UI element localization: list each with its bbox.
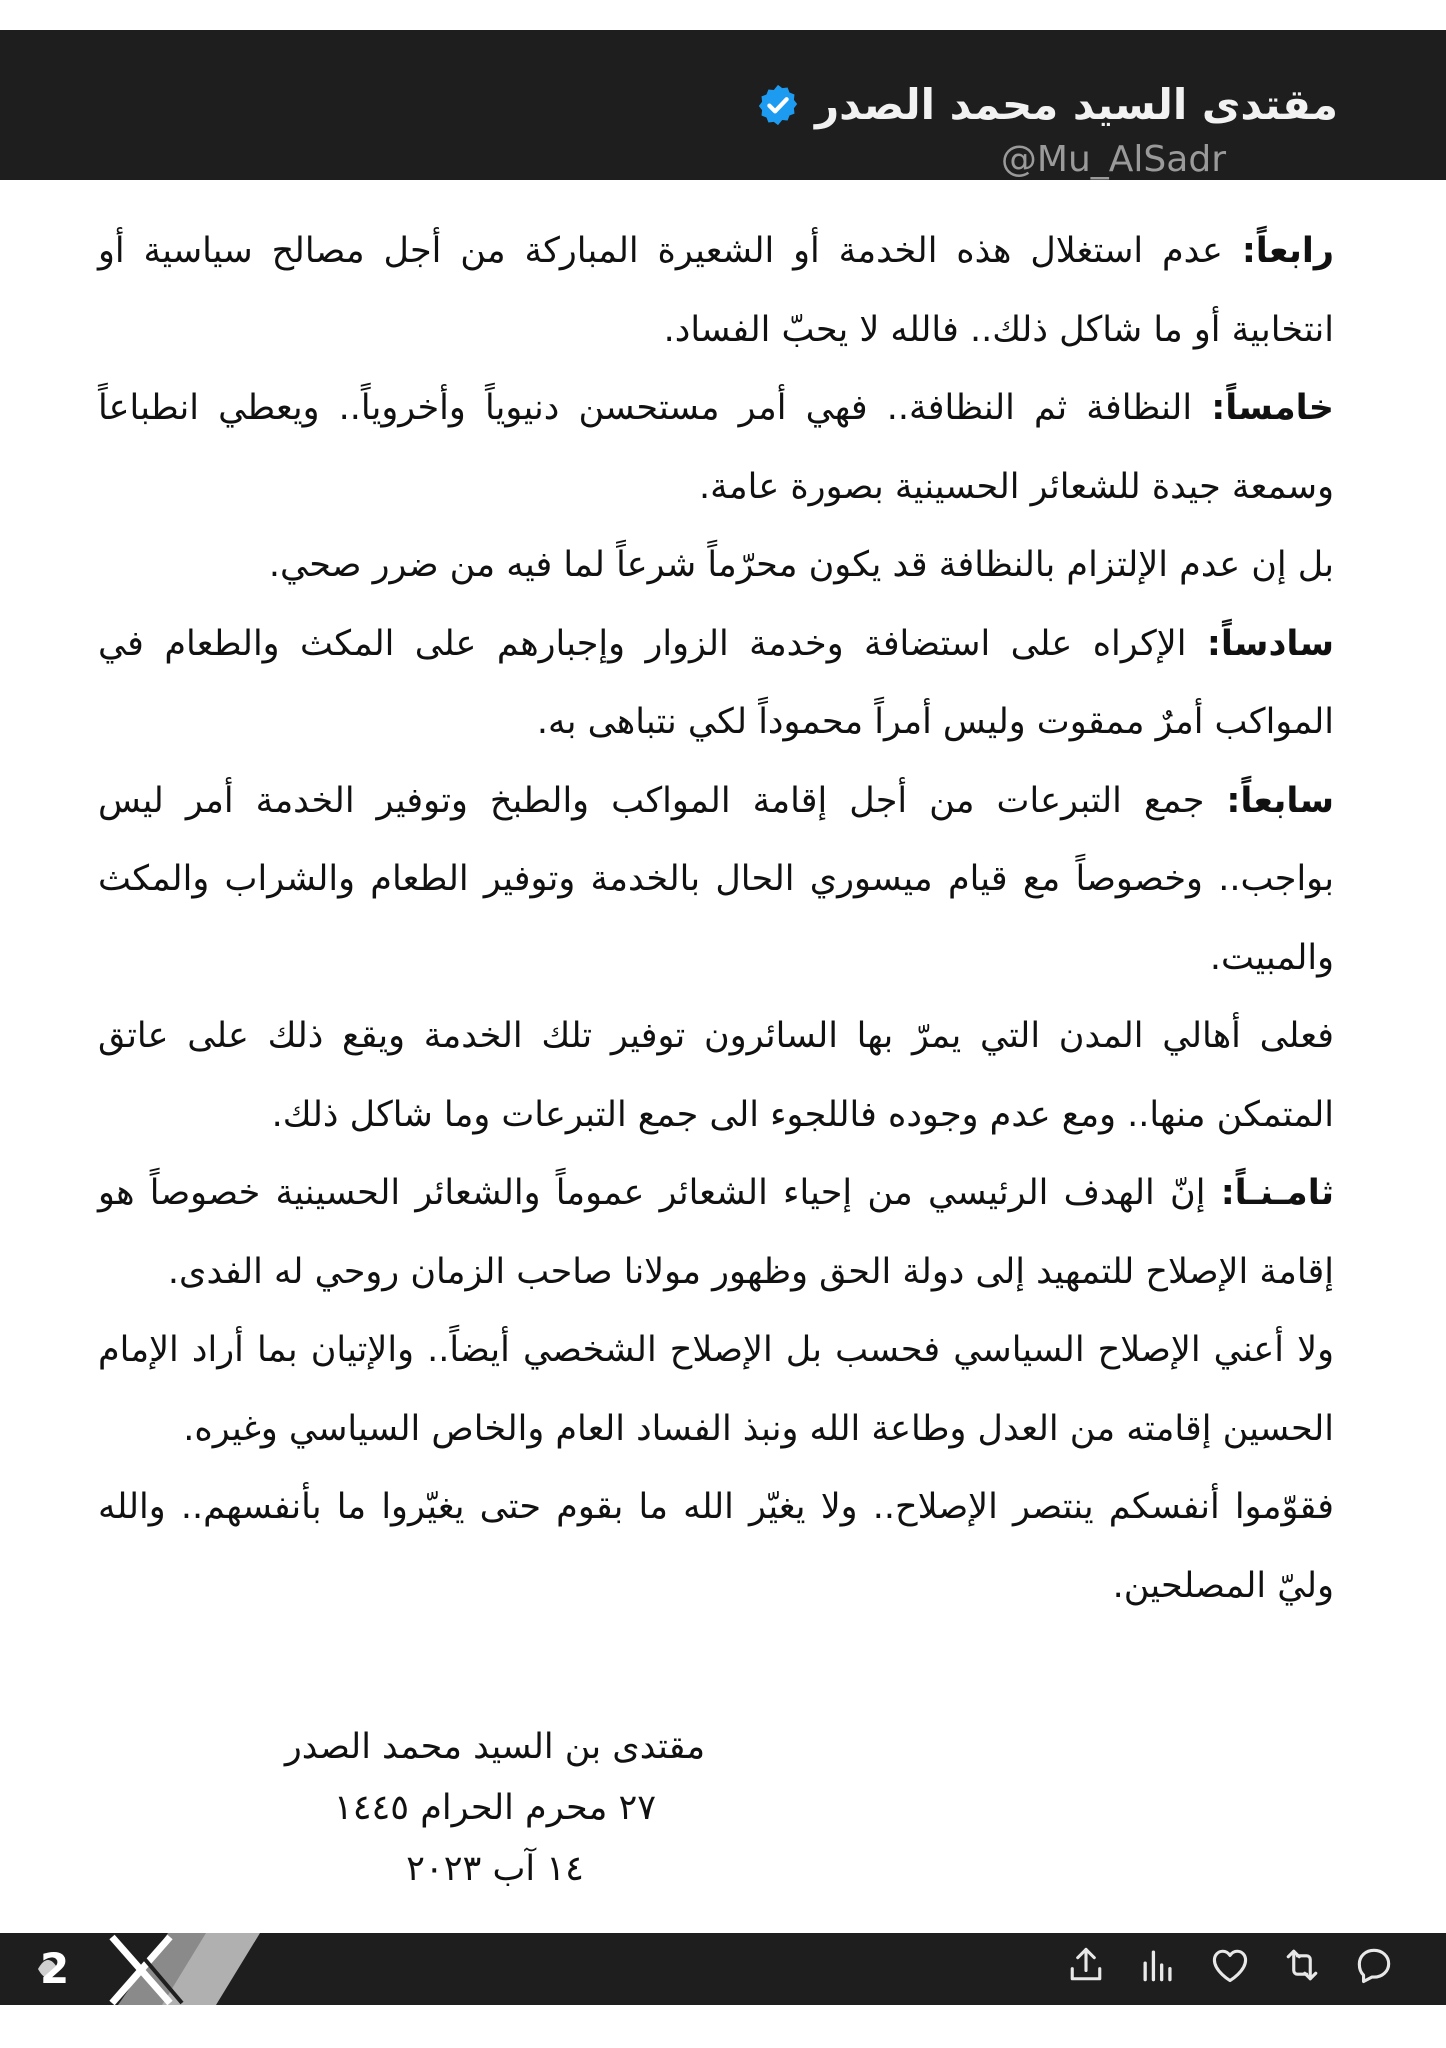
paragraph-text: الإكراه على استضافة وخدمة الزوار وإجبارهم على المكث والطعام في المواكب أمرٌ ممقوت وليس أمراً محموداً لكي نتباهى به. xyxy=(98,623,1334,742)
paragraph-label: سادساً: xyxy=(1206,623,1334,664)
like-icon[interactable] xyxy=(1208,1943,1252,1987)
paragraph-label: رابعاً: xyxy=(1241,231,1334,271)
author-row[interactable] xyxy=(755,82,1338,128)
hijri-date: ٢٧ محرم الحرام ١٤٤٥ xyxy=(333,1788,657,1828)
paragraph-reform xyxy=(98,1311,1334,1468)
paragraph-text: جمع التبرعات من أجل إقامة المواكب والطبخ وتوفير الخدمة أمر ليس بواجب.. وخصوصاً مع قيام ميسوري الحال بالخدمة وتوفير الطعام والشراب والمكث والمبيت. xyxy=(98,780,1334,978)
paragraph-label: خامساً: xyxy=(1211,388,1334,428)
paragraph-fifth xyxy=(98,369,1334,526)
paragraph-sixth xyxy=(98,605,1334,762)
paragraph-text: إنّ الهدف الرئيسي من إحياء الشعائر عموماً والشعائر الحسينية خصوصاً هو إقامة الإصلاح للتمهيد إلى دولة الحق وظهور مولانا صاحب الزمان روحي له الفدى. xyxy=(98,1173,1334,1292)
tweet-header xyxy=(0,30,1446,180)
gregorian-date: ١٤ آب ٢٠٢٣ xyxy=(406,1849,584,1889)
reply-icon[interactable] xyxy=(1352,1943,1396,1987)
tweet-footer xyxy=(0,1933,1446,2005)
views-icon[interactable] xyxy=(1136,1943,1180,1987)
paragraph-text: فقوّموا أنفسكم ينتصر الإصلاح.. ولا يغيّر الله ما بقوم حتى يغيّروا ما بأنفسهم.. والله وليّ المصلحين. xyxy=(98,1487,1334,1606)
paragraph-closing xyxy=(98,1468,1334,1625)
paragraph-text: ولا أعني الإصلاح السياسي فحسب بل الإصلاح الشخصي أيضاً.. والإتيان بما أراد الإمام الحسين إقامته من العدل وطاعة الله ونبذ الفساد العام والخاص السياسي وغيره. xyxy=(98,1330,1334,1449)
verified-badge-icon xyxy=(755,82,801,128)
paragraph-text: النظافة ثم النظافة.. فهي أمر مستحسن دنيوياً وأخروياً.. ويعطي انطباعاً وسمعة جيدة للشعائر الحسينية بصورة عامة. xyxy=(98,388,1334,507)
retweet-icon[interactable] xyxy=(1280,1943,1324,1987)
paragraph-fourth xyxy=(98,212,1334,369)
paragraph-city-residents xyxy=(98,997,1334,1154)
paragraph-label: ثامـنـاً: xyxy=(1220,1173,1334,1213)
signature-block xyxy=(260,1717,730,1900)
paragraph-seventh xyxy=(98,762,1334,998)
paragraph-text: فعلى أهالي المدن التي يمرّ بها السائرون توفير تلك الخدمة ويقع ذلك على عاتق المتمكن منها.. ومع عدم وجوده فاللجوء الى جمع التبرعات وما شاكل ذلك. xyxy=(98,1016,1334,1135)
paragraph-text: عدم استغلال هذه الخدمة أو الشعيرة المباركة من أجل مصالح سياسية أو انتخابية أو ما شاكل ذلك.. فالله لا يحبّ الفساد. xyxy=(98,231,1334,350)
share-icon[interactable] xyxy=(1064,1943,1108,1987)
signature-name: مقتدى بن السيد محمد الصدر xyxy=(284,1727,706,1767)
paragraph-label: سابعاً: xyxy=(1226,780,1334,821)
page-number: 2 xyxy=(40,1944,70,1993)
author-handle[interactable]: @Mu_AlSadr xyxy=(1000,139,1226,180)
paragraph-eighth xyxy=(98,1154,1334,1311)
paragraph-cleanliness-note xyxy=(98,526,1334,605)
action-bar xyxy=(1064,1943,1396,1987)
paragraph-text: بل إن عدم الإلتزام بالنظافة قد يكون محرّماً شرعاً لما فيه من ضرر صحي. xyxy=(268,545,1334,585)
author-name[interactable]: مقتدى السيد محمد الصدر xyxy=(815,80,1338,129)
statement-text xyxy=(98,212,1334,1625)
